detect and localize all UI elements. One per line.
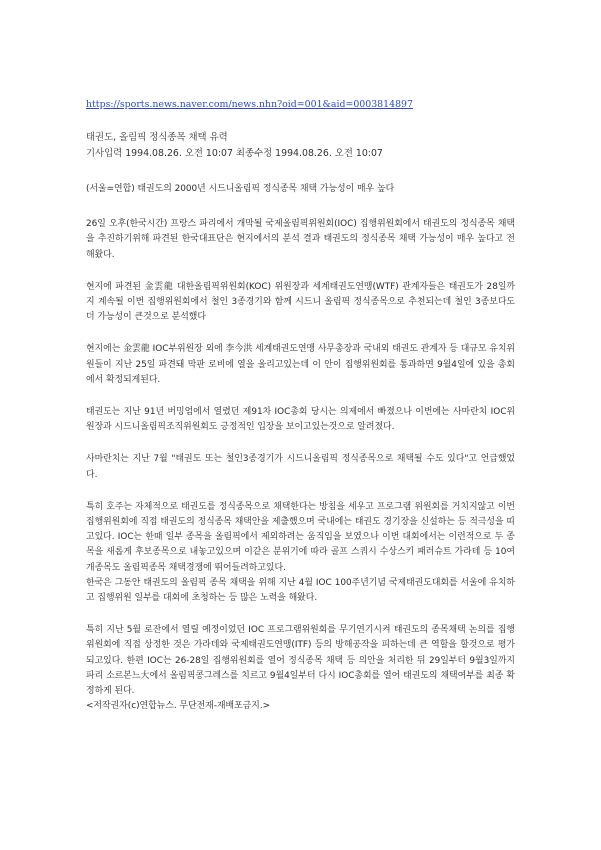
body-paragraph: 태권도는 지난 91년 버밍엄에서 열렸던 제91차 IOC총회 당시는 의제에서 빠졌으나 이번에는 사마란치 IOC위원장과 시드니올림픽조직위원회도 긍정적인 입장을 보이고있는것으로 알려졌다. <box>86 407 515 433</box>
article-meta <box>86 130 515 162</box>
lead-paragraph: (서울=연합) 태권도의 2000년 시드니올림픽 정식종목 채택 가능성이 매우 높다 <box>86 184 395 194</box>
dateline: 기사입력 1994.08.26. 오전 10:07 최종수정 1994.08.26. 오전 10:07 <box>86 148 383 159</box>
headline: 태권도, 올림픽 정식종목 채택 유력 <box>86 132 228 143</box>
body-paragraph: 특히 호주는 자체적으로 태권도를 정식종목으로 채택한다는 방침을 세우고 프로그램 위원회를 거치지않고 이번 집행위원회에 직접 태권도의 정식종목 채택안을 제출했으며 국내에는 태권도 경기장을 신설하는 등 적극성을 띠고있다. IOC는 한때 일부 종목을 올림픽에서 제외하려는 움직임을 보였으나 이번 대회에서는 이런적으로 두 종목을 새롭게 후보종목으로 내놓고있으며 이같은 분위기에 따라 골프 스쿼시 수상스키 패러슈트 가라테 등 10여개종목도 올림픽종목 채택경쟁에 뛰어들려하고있다. <box>86 501 515 573</box>
source-url-link[interactable]: https://sports.news.naver.com/news.nhn?oid=001&aid=0003814897 <box>86 99 413 110</box>
body-paragraph: 사마란치는 지난 7월 "태권도 또는 철인3종경기가 시드니올림픽 정식종목으로 채택될 수도 있다"고 언급했었다. <box>86 454 515 480</box>
body-paragraph: 26일 오후(한국시간) 프랑스 파리에서 개막될 국제올림픽위원회(IOC) 집행위원회에서 태권도의 정식종목 채택을 추진하기위해 파견된 한국대표단은 현지에서의 분석 결과 태권도의 정식종목 채택 가능성이 매우 높다고 전해왔다. <box>86 219 515 260</box>
body-paragraph: 현지에는 金雲龍 IOC부위원장 외에 李今洪 세계태권도연맹 사무총장과 국내외 태권도 관계자 등 대규모 유치위원들이 지난 25일 파견돼 막판 로비에 열을 올리고있는데 이 안이 집행위원회를 통과하면 9월4일에 있을 총회에서 확정되게된다. <box>86 344 515 385</box>
body-paragraph: 현지에 파견된 金雲龍 대한올림픽위원회(KOC) 위원장과 세계태권도연맹(WTF) 관계자들은 태권도가 28일까지 계속될 이번 집행위원회에서 철인 3종경기와 함께 시드니 올림픽 정식종목으로 추천되는데 철인 3종보다도 더 가능성이 큰것으로 분석했다 <box>86 281 515 323</box>
copyright-notice: <저작권자(c)연합뉴스. 무단전재-재배포금지.> <box>86 701 271 712</box>
body-paragraph: 특히 지난 5월 로잔에서 열릴 예정이었던 IOC 프로그램위원회를 무기연기시켜 태권도의 종목채택 논의를 집행위원회에 직접 상정한 것은 가라데와 국제태권도연맹(ITF) 등의 방해공작을 피하는데 큰 역할을 할것으로 평가되고있다. 한편 IOC는 26-28일 집행위원회를 열어 정식종목 채택 등 의안을 처리한 뒤 29일부터 9월3일까지 파리 소르본느大에서 올림픽콩그레스를 치르고 9월4일부터 다시 IOC총회를 열어 태권도의 채택여부를 최종 확정하게 된다. <box>86 625 515 697</box>
body-paragraph: 한국은 그동안 태권도의 올림픽 종목 채택을 위해 지난 4월 IOC 100주년기념 국제태권도대회를 서울에 유치하고 집행위원 일부를 대회에 초청하는 등 많은 노력을 해왔다. <box>86 577 515 604</box>
